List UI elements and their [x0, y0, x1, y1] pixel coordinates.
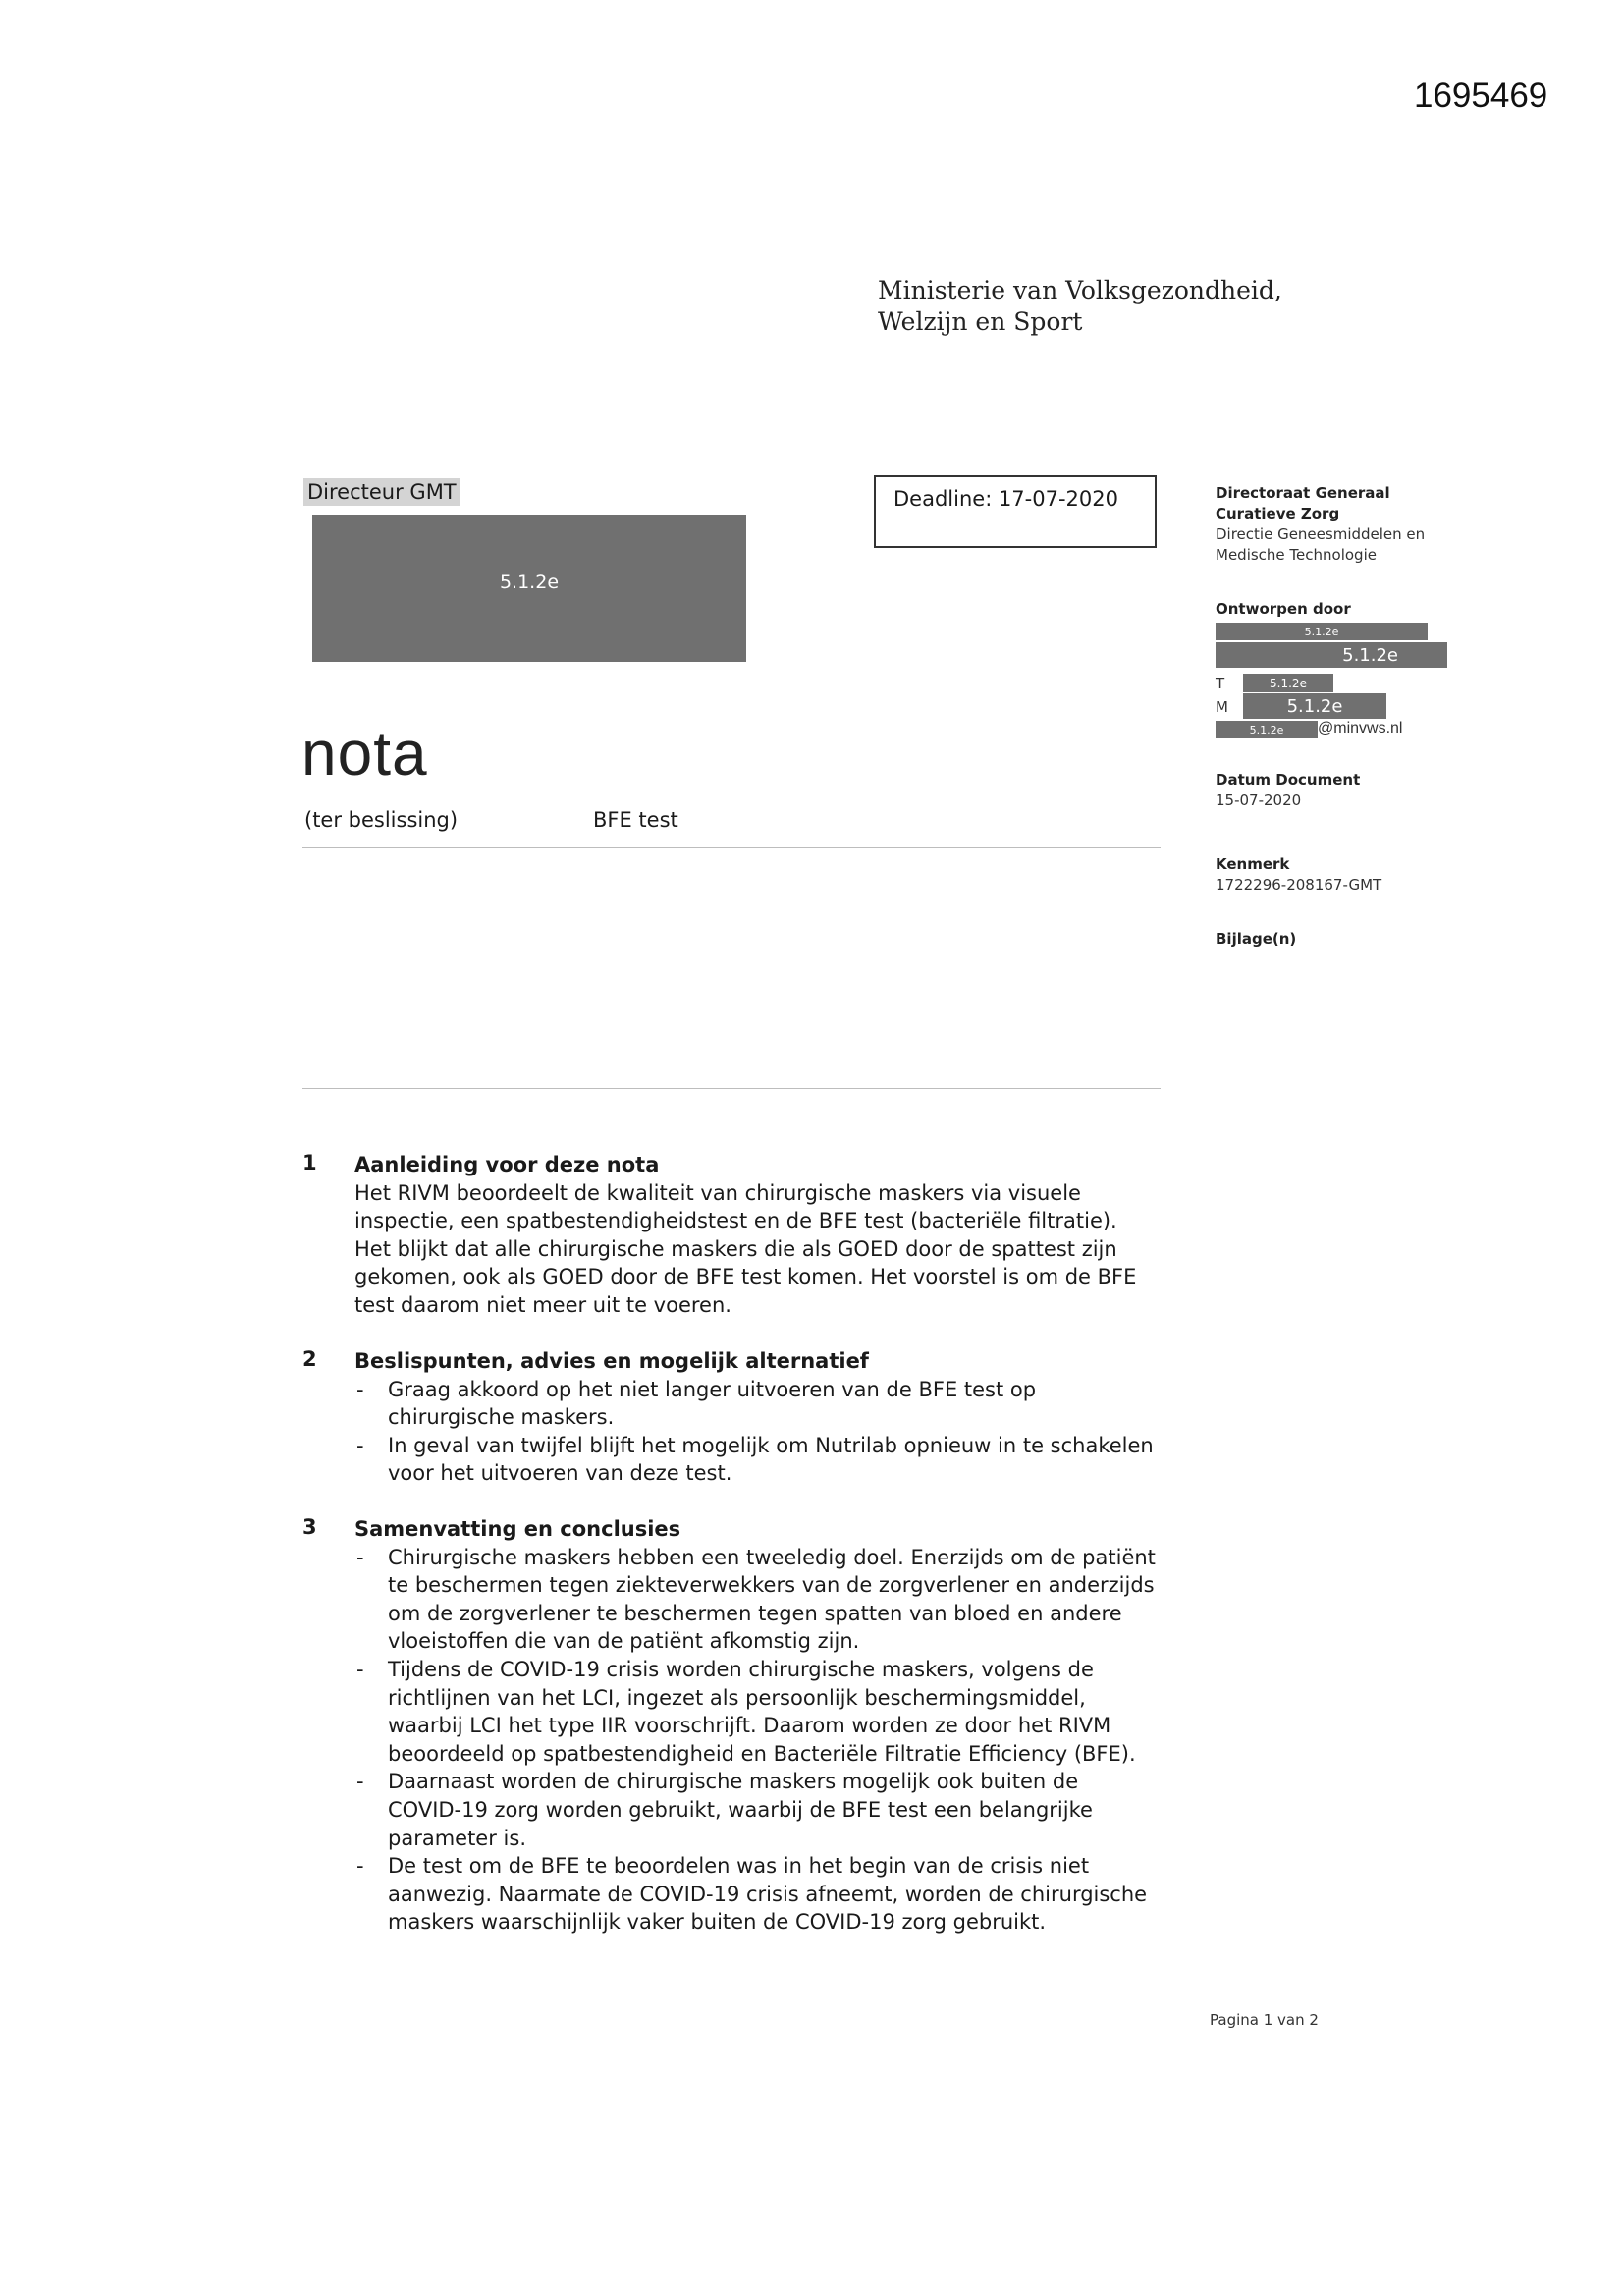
redacted-name-small — [1216, 623, 1428, 640]
designed-by-label — [1216, 599, 1351, 620]
reference-value: 1722296-208167-GMT — [1216, 876, 1382, 894]
reference-block — [1216, 854, 1381, 896]
redaction-code: 5.1.2e — [1342, 644, 1398, 666]
list-item: - Graag akkoord op het niet langer uitvoeren van de BFE test op chirurgische maskers. — [354, 1376, 1199, 1432]
recipient-label: Directeur GMT — [303, 478, 460, 506]
redacted-phone — [1243, 674, 1333, 692]
date-label: Datum Document — [1216, 771, 1361, 789]
document-title: nota — [301, 718, 428, 789]
section-number: 2 — [302, 1347, 317, 1371]
redacted-mobile — [1243, 693, 1386, 719]
redaction-code: 5.1.2e — [1304, 625, 1339, 638]
list-item: - Tijdens de COVID-19 crisis worden chirurgische maskers, volgens de richtlijnen van het LCI, ingezet als persoonlijk beschermingsmiddel, waarbij LCI het type IIR voorschrijft. Daarom worden ze door het RIVM beoordeeld op spatbestendigheid en Bacteriële Filtratie Efficiency (BFE). — [354, 1656, 1199, 1768]
section-line: gekomen, ook als GOED door de BFE test komen. Het voorstel is om de BFE — [354, 1265, 1137, 1289]
sidebar-org — [1216, 483, 1425, 566]
section-title: Aanleiding voor deze nota — [354, 1153, 660, 1176]
attachments-block — [1216, 929, 1296, 950]
org-sub-2: Medische Technologie — [1216, 546, 1377, 564]
redacted-block — [312, 515, 746, 662]
redacted-name — [1216, 642, 1447, 668]
section-title: Beslispunten, advies en mogelijk alternatief — [354, 1349, 869, 1373]
org-title-2: Curatieve Zorg — [1216, 505, 1340, 522]
reference-label: Kenmerk — [1216, 855, 1290, 873]
divider-bottom — [302, 1088, 1161, 1089]
redaction-code: 5.1.2e — [1270, 676, 1307, 690]
page-number: Pagina 1 van 2 — [1210, 2011, 1319, 2029]
list-item: - De test om de BFE te beoordelen was in het begin van de crisis niet aanwezig. Naarmate de COVID-19 crisis afneemt, worden de chirurgische maskers waarschijnlijk vaker buiten de COVID-19 zorg gebruikt. — [354, 1852, 1199, 1937]
list-item: - In geval van twijfel blijft het mogelijk om Nutrilab opnieuw in te schakelen voor het uitvoeren van deze test. — [354, 1432, 1199, 1488]
mobile-label: M — [1216, 698, 1228, 716]
attachments-label: Bijlage(n) — [1216, 930, 1297, 948]
email-suffix: @minvws.nl — [1318, 720, 1403, 737]
redacted-email — [1216, 721, 1318, 738]
deadline-box: Deadline: 17-07-2020 — [874, 475, 1157, 548]
section-number: 3 — [302, 1515, 317, 1539]
document-subject: BFE test — [593, 808, 678, 832]
section-line: Het blijkt dat alle chirurgische maskers die als GOED door de spattest zijn — [354, 1236, 1117, 1261]
list-item: - Daarnaast worden de chirurgische maskers mogelijk ook buiten de COVID-19 zorg worden gebruikt, waarbij de BFE test een belangrijke parameter is. — [354, 1768, 1199, 1852]
document-number: 1695469 — [1414, 77, 1548, 115]
redaction-code: 5.1.2e — [499, 572, 560, 593]
phone-label: T — [1216, 675, 1225, 692]
section-line: test daarom niet meer uit te voeren. — [354, 1292, 731, 1317]
redaction-code: 5.1.2e — [1249, 723, 1284, 737]
date-block — [1216, 770, 1360, 811]
ministry-line-1: Ministerie van Volksgezondheid, — [878, 276, 1282, 304]
document-type: (ter beslissing) — [304, 808, 459, 832]
ministry-line-2: Welzijn en Sport — [878, 307, 1083, 336]
section-line: inspectie, een spatbestendigheidstest en de BFE test (bacteriële filtratie). — [354, 1209, 1117, 1233]
designed-by-text: Ontworpen door — [1216, 600, 1351, 618]
redaction-code: 5.1.2e — [1286, 695, 1343, 717]
org-sub-1: Directie Geneesmiddelen en — [1216, 525, 1426, 543]
section-number: 1 — [302, 1151, 317, 1175]
date-value: 15-07-2020 — [1216, 792, 1302, 809]
org-title-1: Directoraat Generaal — [1216, 484, 1390, 502]
divider-top — [302, 847, 1161, 848]
section-line: Het RIVM beoordeelt de kwaliteit van chirurgische maskers via visuele — [354, 1180, 1081, 1205]
ministry-logo-text — [878, 275, 1282, 338]
list-item: - Chirurgische maskers hebben een tweeledig doel. Enerzijds om de patiënt te beschermen tegen ziekteverwekkers van de zorgverlener en anderzijds om de zorgverlener te beschermen tegen spatten van bloed en andere vloeistoffen die van de patiënt afkomstig zijn. — [354, 1544, 1199, 1656]
section-title: Samenvatting en conclusies — [354, 1517, 681, 1541]
